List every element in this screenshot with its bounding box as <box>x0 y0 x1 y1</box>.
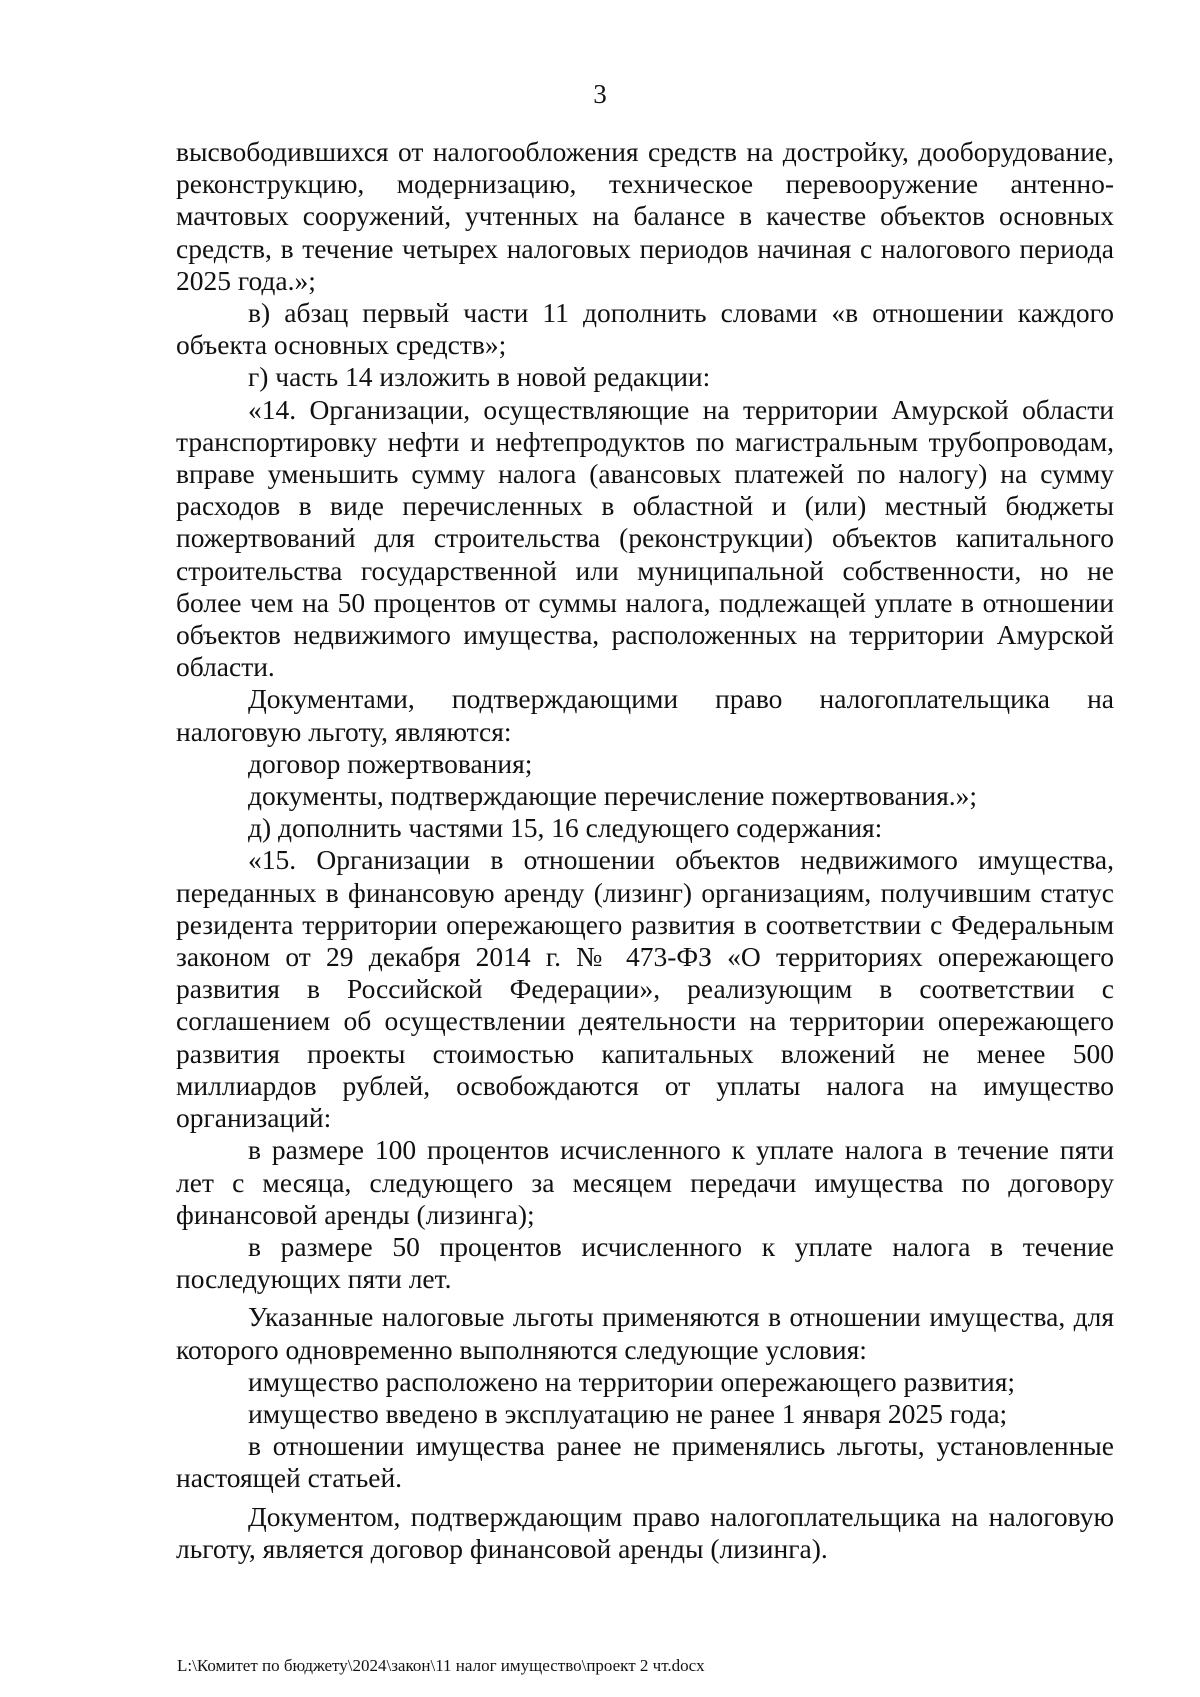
paragraph-donation-contract: договор пожертвования; <box>248 747 533 779</box>
paragraph-rate-100: в размере 100 процентов исчисленного к уплате налога в течение пяти лет с месяца, следующего за месяцем передачи имущества по договору финансовой аренды (лизинга); <box>176 1134 1114 1230</box>
paragraph-condition-territory: имущество расположено на территории опережающего развития; <box>248 1365 1016 1397</box>
paragraph-rate-50: в размере 50 процентов исчисленного к уплате налога в течение последующих пяти лет. <box>176 1230 1114 1295</box>
document-body <box>176 136 1114 1565</box>
paragraph-conditions-heading: Указанные налоговые льготы применяются в отношении имущества, для которого одновременно выполняются следующие условия: <box>176 1301 1114 1365</box>
paragraph-item-d: д) дополнить частями 15, 16 следующего содержания: <box>248 812 883 844</box>
paragraph-documents-heading: Документами, подтверждающими право налогоплательщика на налоговую льготу, являются: <box>176 683 1114 747</box>
paragraph-condition-no-prior-benefits: в отношении имущества ранее не применялись льготы, установленные настоящей статьей. <box>176 1430 1114 1494</box>
paragraph-item-v: в) абзац первый части 11 дополнить словами «в отношении каждого объекта основных средств»; <box>176 297 1114 361</box>
paragraph-continuation: высвободившихся от налогообложения средств на достройку, дооборудование, реконструкцию, модернизацию, техническое перевооружение антенно-мачтовых сооружений, учтенных на балансе в качестве объектов основных средств, в течение четырех налоговых периодов начиная с налогового периода 2025 года.»; <box>176 136 1114 296</box>
paragraph-part-14: «14. Организации, осуществляющие на территории Амурской области транспортировку нефти и нефтепродуктов по магистральным трубопроводам, вправе уменьшить сумму налога (авансовых платежей по налогу) на сумму расходов в виде перечисленных в областной и (или) местный бюджеты пожертвований для строительства (реконструкции) объектов капитального строительства государственной или муниципальной собственности, но не более чем на 50 процентов от суммы налога, подлежащей уплате в отношении объектов недвижимого имущества, расположенных на территории Амурской области. <box>176 393 1114 683</box>
page-number: 3 <box>593 79 607 109</box>
footer-file-path: L:\Комитет по бюджету\2024\закон\11 налог имущество\проект 2 чт.docx <box>177 1656 705 1675</box>
paragraph-donation-proof: документы, подтверждающие перечисление пожертвования.»; <box>248 780 977 812</box>
paragraph-part-15: «15. Организации в отношении объектов недвижимого имущества, переданных в финансовую аренду (лизинг) организациям, получившим статус резидента территории опережающего развития в соответствии с Федеральным законом от 29 декабря 2014 г. № 473-ФЗ «О территориях опережающего развития в Российской Федерации», реализующим в соответствии с соглашением об осуществлении деятельности на территории опережающего развития проекты стоимостью капитальных вложений не менее 500 миллиардов рублей, освобождаются от уплаты налога на имущество организаций: <box>176 844 1114 1134</box>
paragraph-item-g: г) часть 14 изложить в новой редакции: <box>248 361 711 393</box>
paragraph-condition-commissioned: имущество введено в эксплуатацию не ранее 1 января 2025 года; <box>248 1397 1008 1429</box>
paragraph-leasing-document: Документом, подтверждающим право налогоплательщика на налоговую льготу, является договор финансовой аренды (лизинга). <box>176 1500 1114 1564</box>
